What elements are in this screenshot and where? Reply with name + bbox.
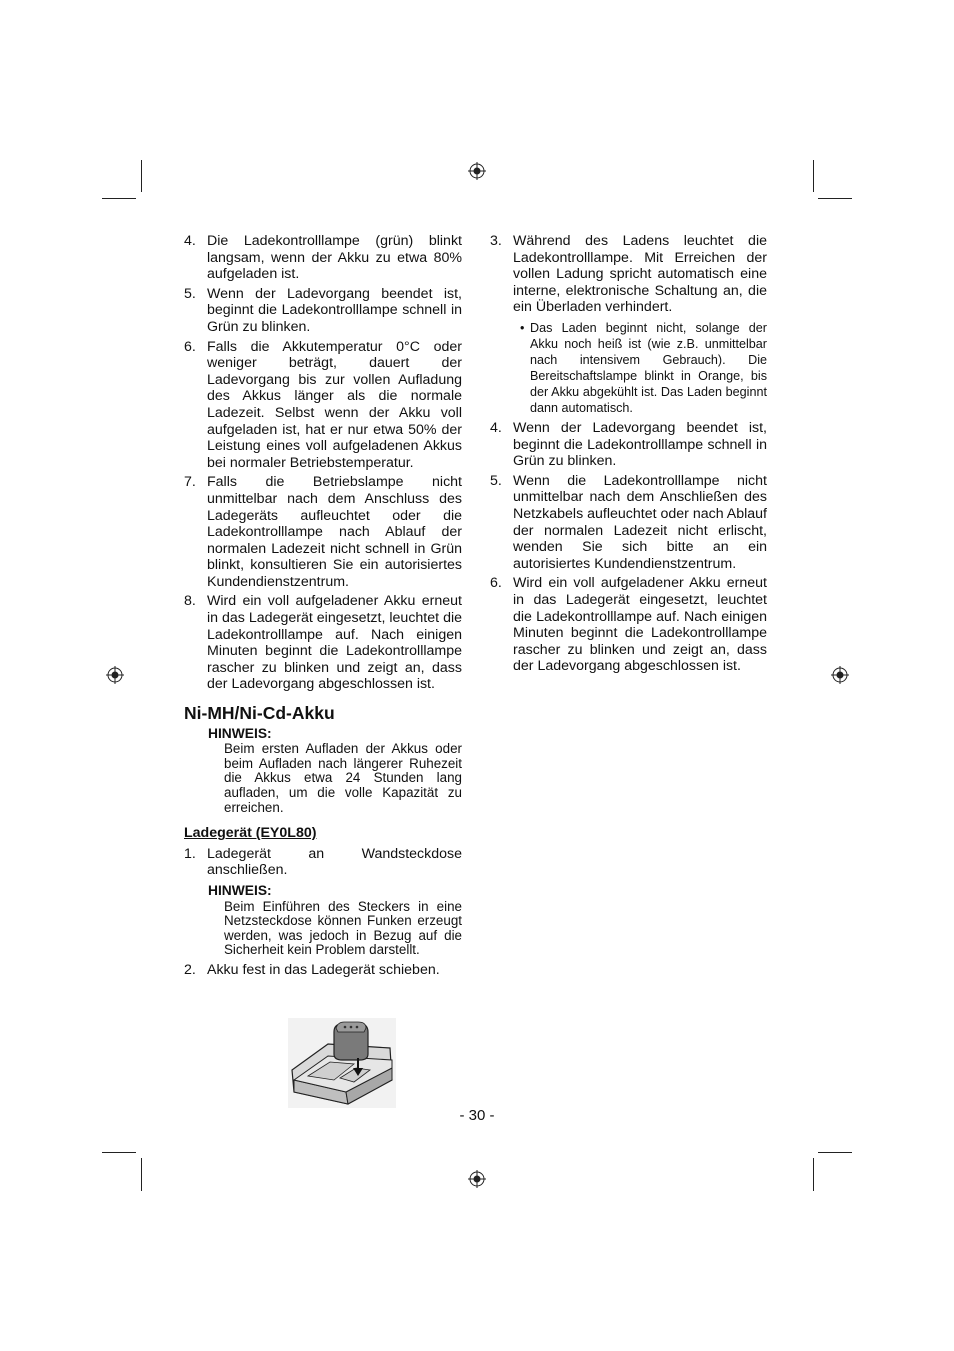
- list-text: Wenn der Ladevorgang beendet ist, beginnt die Ladekontrolllampe schnell in Grün zu blinken.: [513, 419, 767, 470]
- list-number: 7.: [184, 474, 196, 491]
- bullet-mark: •: [520, 320, 525, 335]
- crop-mark: [818, 1152, 852, 1153]
- list-text: Wenn der Ladevorgang beendet ist, beginnt die Ladekontrolllampe schnell in Grün zu blinken.: [207, 285, 462, 335]
- registration-mark-icon: [106, 666, 124, 684]
- charger-illustration: [288, 1018, 396, 1108]
- list-item: [490, 473, 767, 573]
- registration-mark-icon: [831, 666, 849, 684]
- list-number: 5.: [184, 285, 196, 302]
- list-item: [184, 286, 462, 336]
- crop-mark: [141, 160, 142, 192]
- crop-mark: [141, 1158, 142, 1191]
- list-text: Wird ein voll aufgeladener Akku erneut in das Ladegerät eingesetzt, leuchtet die Ladekontrolllampe auf. Nach einigen Minuten beginnt die Ladekontrolllampe rascher zu blinken und zeigt an, dass der Ladevorgang abgeschlossen ist.: [513, 575, 767, 675]
- list-text: Falls die Akkutemperatur 0°C oder weniger beträgt, dauert der Ladevorgang bis zur vollen Aufladung des Akkus länger als die normale Ladezeit. Selbst wenn der Akku voll aufgeladen ist, hat er nur etwa 50% der Leistung eines voll aufgeladenen Akkus bei normaler Betriebstemperatur.: [207, 338, 462, 471]
- list-item: [490, 575, 767, 675]
- list-item: [184, 339, 462, 472]
- list-number: 5.: [490, 472, 502, 489]
- list-item: [184, 474, 462, 590]
- list-item: [184, 846, 462, 879]
- left-column: [184, 233, 462, 982]
- list-number: 8.: [184, 593, 196, 610]
- right-column: [490, 233, 767, 678]
- crop-mark: [102, 1152, 136, 1153]
- list-item: [184, 962, 462, 979]
- note-body: Beim ersten Aufladen der Akkus oder beim Aufladen nach längerer Ruhezeit die Akkus etwa 24 Stunden lang aufladen, um die volle Kapazität zu erreichen.: [224, 741, 462, 815]
- list-number: 3.: [490, 233, 502, 249]
- crop-mark: [813, 160, 814, 192]
- list-text: Wird ein voll aufgeladener Akku erneut in das Ladegerät eingesetzt, leuchtet die Ladekontrolllampe auf. Nach einigen Minuten beginnt die Ladekontrolllampe rascher zu blinken und zeigt an, dass der Ladevorgang abgeschlossen ist.: [207, 593, 462, 693]
- crop-mark: [102, 198, 136, 199]
- list-number: 6.: [184, 338, 196, 355]
- list-text: Ladegerät an Wandsteckdose anschließen.: [207, 845, 462, 879]
- note-heading: HINWEIS:: [208, 882, 272, 898]
- registration-mark-icon: [468, 162, 486, 180]
- note-body: Beim Einführen des Steckers in eine Netzsteckdose können Funken erzeugt werden, was jedoch in Bezug auf die Sicherheit kein Problem darstellt.: [224, 898, 462, 958]
- bullet-text: Das Laden beginnt nicht, solange der Akku noch heiß ist (wie z.B. unmittelbar nach intensivem Gebrauch). Die Bereitschaftslampe blinkt in Orange, bis der Akku abgekühlt ist. Das Laden beginnt dann automatisch.: [530, 320, 767, 415]
- list-item: [184, 593, 462, 693]
- list-number: 1.: [184, 845, 196, 862]
- list-text: Wenn die Ladekontrolllampe nicht unmittelbar nach dem Anschließen des Netzkabels aufleuchtet oder nach Ablauf der normalen Ladezeit nicht erlischt, wenden Sie sich bitte an ein autorisiertes Kundendienstzentrum.: [513, 472, 767, 572]
- list-text: Akku fest in das Ladegerät schieben.: [207, 961, 440, 978]
- note-heading: HINWEIS:: [208, 725, 272, 741]
- section-title: Ni-MH/Ni-Cd-Akku: [184, 703, 335, 724]
- list-text: Falls die Betriebslampe nicht unmittelbar nach dem Anschluss des Ladegeräts aufleuchtet oder die Ladekontrolllampe nach Ablauf der normalen Ladezeit nicht schnell in Grün blinkt, konsultieren Sie ein autorisiertes Kundendienstzentrum.: [207, 474, 462, 590]
- crop-mark: [818, 198, 852, 199]
- page-number: - 30 -: [459, 1107, 495, 1124]
- registration-mark-icon: [468, 1170, 486, 1188]
- list-number: 4.: [184, 233, 196, 249]
- list-text: Während des Ladens leuchtet die Ladekontrolllampe. Mit Erreichen der vollen Ladung spricht automatisch eine interne, elektronische Schaltung an, die ein Überladen verhindert.: [513, 233, 767, 316]
- bullet-note: [520, 320, 767, 416]
- list-number: 6.: [490, 575, 502, 592]
- list-item: [184, 233, 462, 283]
- crop-mark: [813, 1158, 814, 1191]
- list-number: 2.: [184, 961, 196, 978]
- list-item: [490, 233, 767, 316]
- list-number: 4.: [490, 419, 502, 436]
- list-item: [490, 420, 767, 470]
- list-text: Die Ladekontrolllampe (grün) blinkt langsam, wenn der Akku zu etwa 80% aufgeladen ist.: [207, 233, 462, 283]
- subsection-title: Ladegerät (EY0L80): [184, 825, 317, 842]
